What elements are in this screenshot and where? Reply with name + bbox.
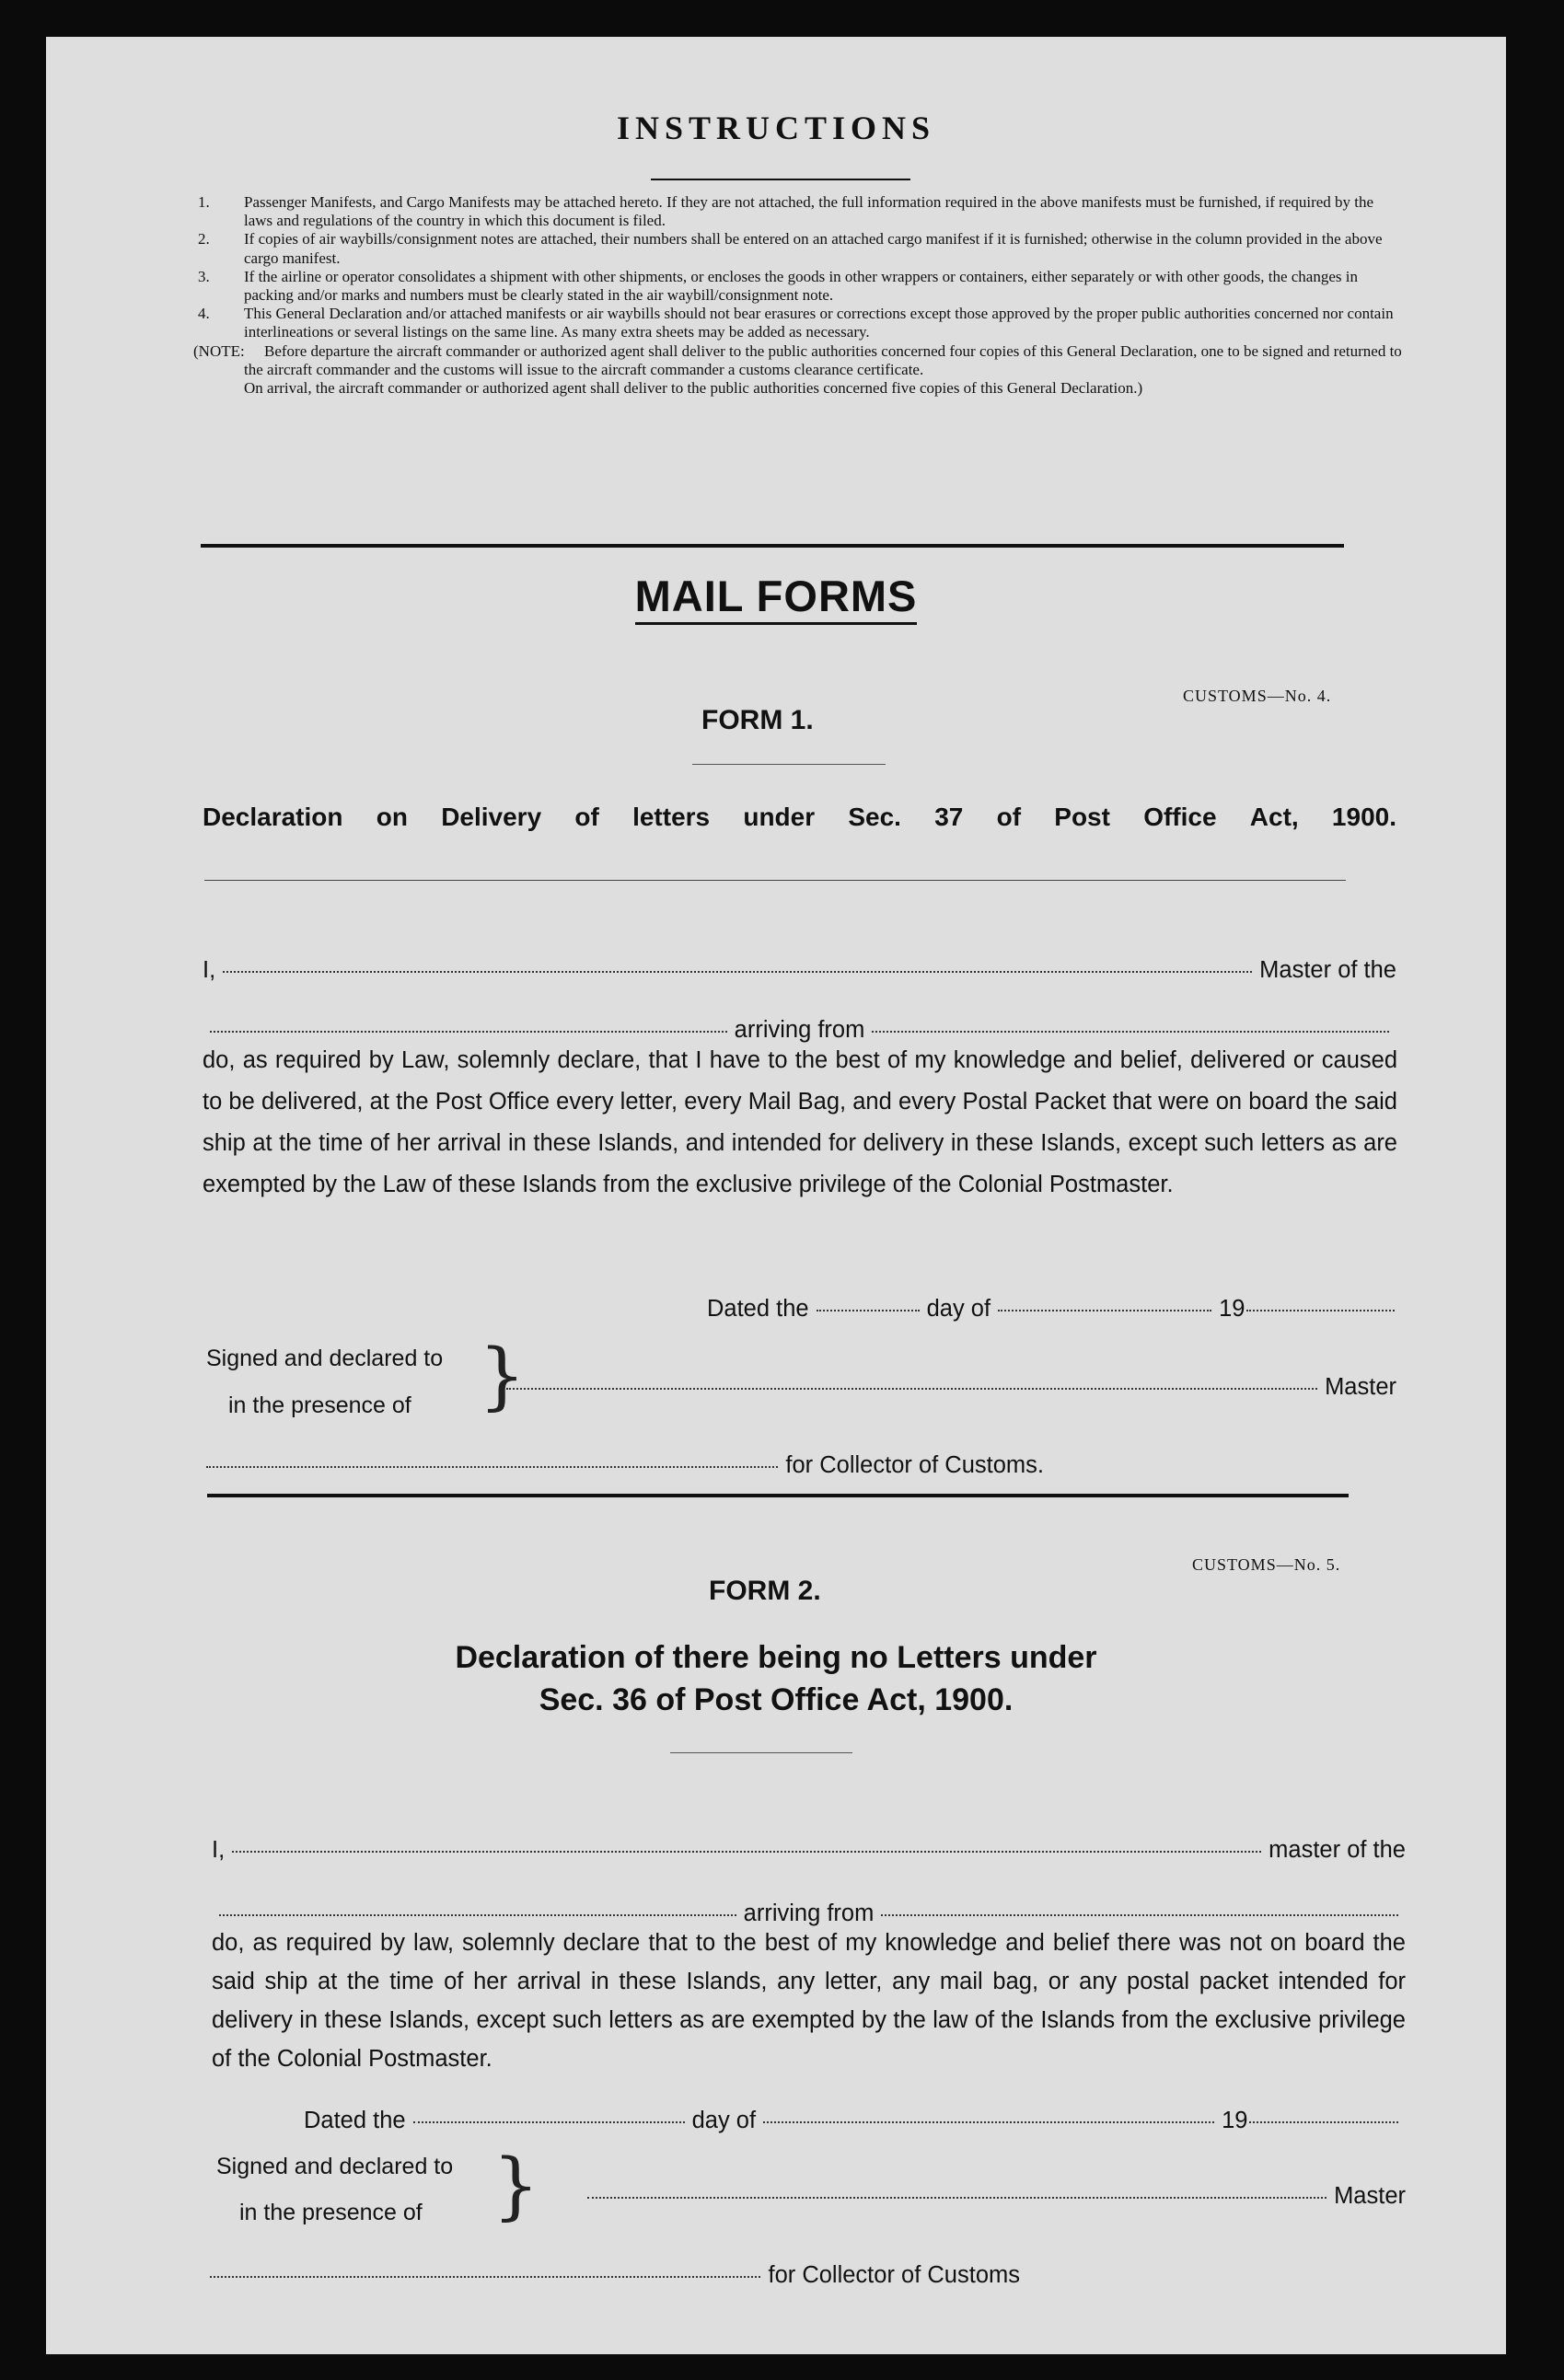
decl-word: Office (1143, 803, 1217, 831)
instructions-underline (651, 179, 910, 180)
form1-label-underline (692, 764, 886, 765)
form1-year-field[interactable] (1246, 1309, 1395, 1311)
form1-declaration-title (203, 803, 1396, 832)
form2-body: do, as required by law, solemnly declare that to the best of my knowledge and belief there was not on board the said ship at the time of her arrival in these Islands, any letter, any mail bag, or any postal packet intended for delivery in these Islands, except such letters as are exempted by the law of the Islands from the exclusive privilege of the Colonial Postmaster. (212, 1930, 1406, 2072)
form2-signed-line2: in the presence of (239, 2200, 423, 2225)
form2-origin-field[interactable] (881, 1913, 1398, 1916)
decl-word: Declaration (203, 803, 343, 831)
note-text: Before departure the aircraft commander or authorized agent shall deliver to the public authorities concerned four copies of this General Declaration, one to be signed and returned to the aircraft commander and the customs will issue to the aircraft commander a customs clearance certificate. (244, 341, 1402, 378)
form1-title-rule (204, 880, 1346, 881)
form1-day-field[interactable] (817, 1309, 920, 1311)
form1-ship-field[interactable] (210, 1030, 727, 1033)
decl-word: 37 (934, 803, 964, 831)
decl-word: 1900. (1331, 803, 1396, 831)
form1-signed-line1: Signed and declared to (206, 1346, 444, 1371)
note-text-arrival: On arrival, the aircraft commander or authorized agent shall deliver to the public authorities concerned five copies of this General Declaration.) (244, 379, 1143, 398)
document-page (46, 37, 1506, 2354)
form2-master-of-the: master of the (1269, 1837, 1406, 1863)
form1-body: do, as required by Law, solemnly declare, that I have to the best of my knowledge and belief, delivered or caused to be delivered, at the Post Office every letter, every Mail Bag, and every Postal Packet that were on board the said ship at the time of her arrival in these Islands, and intended for delivery in these Islands, except such letters as are exempted by the Law of these Islands from the exclusive privilege of the Colonial Postmaster. (203, 1047, 1397, 1197)
instruction-text: Passenger Manifests, and Cargo Manifests may be attached hereto. If they are not attached, the full information required in the above manifests must be furnished, if required by the laws and regulations of the country in which this document is filed. (244, 193, 1374, 230)
instruction-item (198, 305, 1404, 341)
form1-master-signature-field[interactable] (506, 1387, 1317, 1390)
form1-collector-signature-field[interactable] (206, 1465, 778, 1468)
form1-month-field[interactable] (998, 1309, 1211, 1311)
form2-day-of: day of (691, 2108, 757, 2133)
form2-year-prefix: 19 (1222, 2108, 1248, 2133)
instruction-item (198, 268, 1404, 305)
form1-master-line (203, 957, 1396, 984)
form1-arriving-from: arriving from (734, 1017, 865, 1043)
form2-title-underline (670, 1752, 852, 1753)
form1-year-prefix: 19 (1219, 1296, 1245, 1322)
instruction-number: 3. (198, 267, 210, 285)
instruction-text: If copies of air waybills/consignment notes are attached, their numbers shall be entered on an attached cargo manifest if it is furnished; otherwise in the column provided in the above cargo manifest. (244, 230, 1383, 267)
instruction-number: 4. (198, 305, 210, 323)
form2-master: Master (1334, 2183, 1406, 2209)
form1-brace: } (479, 1333, 526, 1418)
decl-word: Post (1054, 803, 1110, 831)
mail-forms-title (46, 571, 1506, 621)
form2-collector-signature-field[interactable] (210, 2275, 760, 2278)
instruction-text: This General Declaration and/or attached manifests or air waybills should not bear erasures or corrections except those approved by the proper public authorities concerned nor contain interlineations or several listings on the same line. As many extra sheets may be added as necessary. (244, 305, 1394, 341)
form1-name-field[interactable] (223, 970, 1252, 973)
instruction-item (198, 230, 1404, 267)
instruction-item (198, 193, 1404, 230)
form2-master-signature-field[interactable] (587, 2196, 1327, 2199)
form1-customs-ref: CUSTOMS—No. 4. (1183, 687, 1332, 705)
mail-forms-title-text: MAIL FORMS (635, 572, 918, 625)
instructions-list (193, 193, 1404, 398)
instruction-text: If the airline or operator consolidates a shipment with other shipments, or encloses the goods in other wrappers or containers, either separately or with other goods, the changes in packing and/or marks and numbers must be clearly stated in the air waybill/consignment note. (244, 267, 1358, 305)
decl-word: Act, (1249, 803, 1299, 831)
form2-arriving-from: arriving from (743, 1901, 875, 1926)
form1-label: FORM 1. (701, 705, 814, 735)
form2-collector-line (210, 2262, 1020, 2289)
section-divider (201, 544, 1344, 548)
form2-declaration-title (46, 1636, 1506, 1721)
form2-month-field[interactable] (763, 2120, 1214, 2123)
instruction-number: 1. (198, 193, 210, 211)
forms-divider (207, 1494, 1349, 1497)
form2-year-field[interactable] (1249, 2120, 1398, 2123)
form2-name-field[interactable] (232, 1850, 1261, 1853)
form1-master: Master (1325, 1374, 1396, 1400)
form2-declaration-line2: Sec. 36 of Post Office Act, 1900. (539, 1682, 1014, 1717)
form2-master-sign-line (580, 2183, 1406, 2210)
decl-word: of (996, 803, 1022, 831)
form2-i-label: I, (212, 1837, 226, 1863)
form2-for-collector: for Collector of Customs (768, 2262, 1020, 2288)
form1-dated-line (707, 1296, 1402, 1323)
form2-master-line (212, 1837, 1406, 1864)
form1-for-collector: for Collector of Customs. (785, 1452, 1044, 1478)
form2-brace: } (492, 2143, 539, 2228)
decl-word: of (574, 803, 599, 831)
form1-master-sign-line (499, 1374, 1396, 1401)
form1-day-of: day of (926, 1296, 991, 1322)
decl-word: on (376, 803, 408, 831)
form1-dated-the: Dated the (707, 1296, 809, 1322)
note-lead: (NOTE: (193, 341, 245, 360)
form1-origin-field[interactable] (872, 1030, 1389, 1033)
form1-i-label: I, (203, 957, 216, 983)
instructions-heading: INSTRUCTIONS (616, 110, 936, 146)
decl-word: letters (632, 803, 711, 831)
form2-declaration-line1: Declaration of there being no Letters under (455, 1640, 1097, 1675)
form1-collector-line (206, 1452, 1044, 1479)
form2-day-field[interactable] (413, 2120, 685, 2123)
form2-ship-field[interactable] (219, 1913, 736, 1916)
instruction-note (193, 341, 1404, 399)
form1-signed-line2: in the presence of (228, 1392, 411, 1418)
form2-label: FORM 2. (709, 1576, 821, 1606)
decl-word: Sec. (848, 803, 901, 831)
form2-dated-line (304, 2108, 1406, 2134)
form1-master-of-the: Master of the (1259, 957, 1396, 983)
decl-word: under (743, 803, 816, 831)
form2-dated-the: Dated the (304, 2108, 406, 2133)
decl-word: Delivery (441, 803, 542, 831)
form2-customs-ref: CUSTOMS—No. 5. (1192, 1555, 1341, 1574)
form2-signed-line1: Signed and declared to (216, 2154, 454, 2179)
instruction-number: 2. (198, 230, 210, 248)
